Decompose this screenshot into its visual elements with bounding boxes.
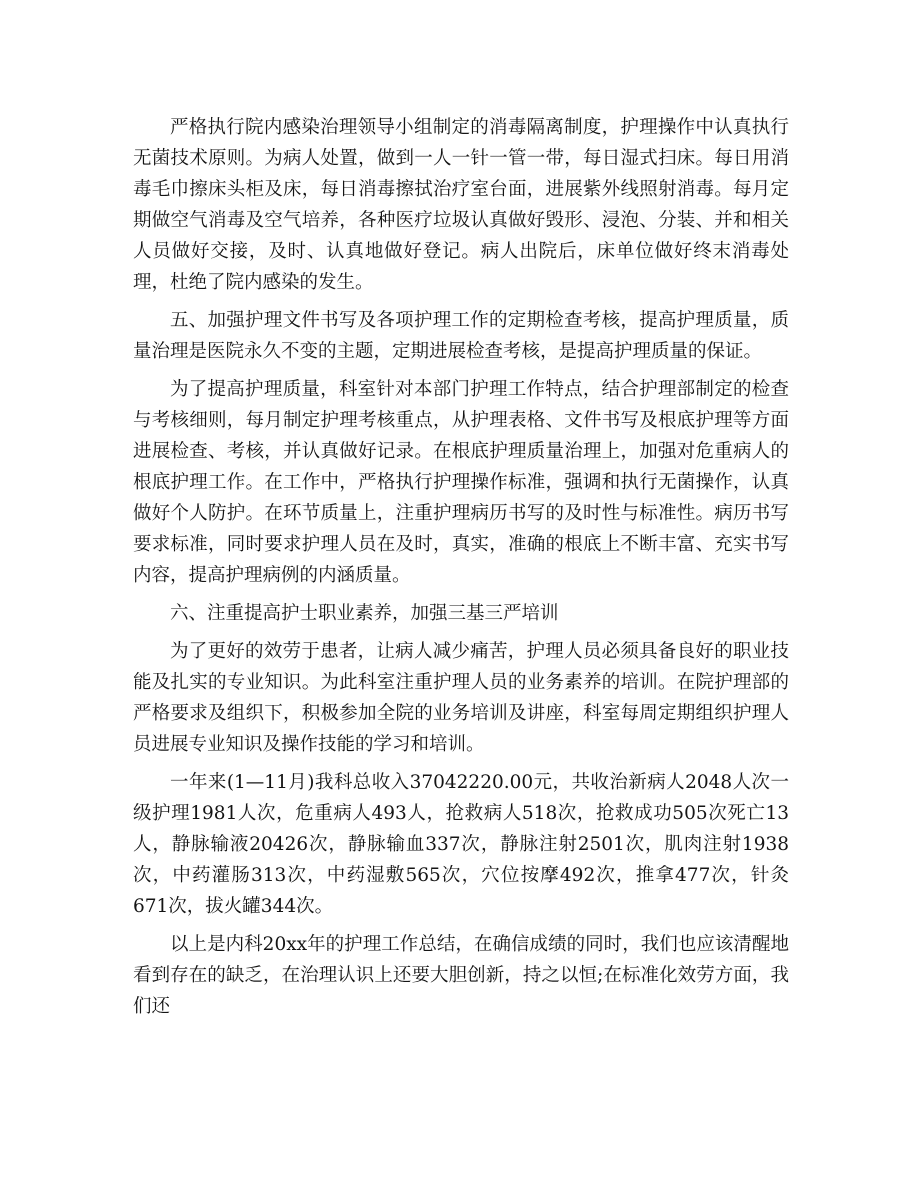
paragraph-quality-inspection: 为了提高护理质量，科室针对本部门护理工作特点，结合护理部制定的检查与考核细则，每月制定护理考核重点，从护理表格、文件书写及根底护理等方面进展检查、考核，并认真做好记录。在根底护理质量治理上，加强对危重病人的根底护理工作。在工作中，严格执行护理操作标准，强调和执行无菌操作，认真做好个人防护。在环节质量上，注重护理病历书写的及时性与标准性。病历书写要求标准，同时要求护理人员在及时，真实，准确的根底上不断丰富、充实书写内容，提高护理病例的内涵质量。 — [133, 379, 789, 586]
paragraph-section-six-heading: 六、注重提高护士职业素养，加强三基三严培训 — [170, 603, 559, 624]
document-body — [133, 112, 789, 1029]
paragraph-training: 为了更好的效劳于患者，让病人减少痛苦，护理人员必须具备良好的职业技能及扎实的专业知识。为此科室注重护理人员的业务素养的培训。在院护理部的严格要求及组织下，积极参加全院的业务培训及讲座，科室每周定期组织护理人员进展专业知识及操作技能的学习和培训。 — [133, 641, 789, 755]
paragraph-section-five-heading: 五、加强护理文件书写及各项护理工作的定期检查考核，提高护理质量，质量治理是医院永久不变的主题，定期进展检查考核，是提高护理质量的保证。 — [133, 310, 789, 362]
paragraph-annual-statistics: 一年来(1—11月)我科总收入37042220.00元，共收治新病人2048人次一级护理1981人次，危重病人493人，抢救病人518次，抢救成功505次死亡13人，静脉输液20426次，静脉输血337次，静脉注射2501次，肌肉注射1938次，中药灌肠313次，中药湿敷565次，穴位按摩492次，推拿477次，针灸671次，拔火罐344次。 — [133, 772, 789, 917]
paragraph-infection-control: 严格执行院内感染治理领导小组制定的消毒隔离制度，护理操作中认真执行无菌技术原则。为病人处置，做到一人一针一管一带，每日湿式扫床。每日用消毒毛巾擦床头柜及床，每日消毒擦拭治疗室台面，进展紫外线照射消毒。每月定期做空气消毒及空气培养，各种医疗垃圾认真做好毁形、浸泡、分装、并和相关人员做好交接，及时、认真地做好登记。病人出院后，床单位做好终末消毒处理，杜绝了院内感染的发生。 — [133, 117, 789, 293]
paragraph-summary: 以上是内科20xx年的护理工作总结，在确信成绩的同时，我们也应该清醒地看到存在的缺乏，在治理认识上还要大胆创新，持之以恒;在标准化效劳方面，我们还 — [133, 934, 789, 1017]
